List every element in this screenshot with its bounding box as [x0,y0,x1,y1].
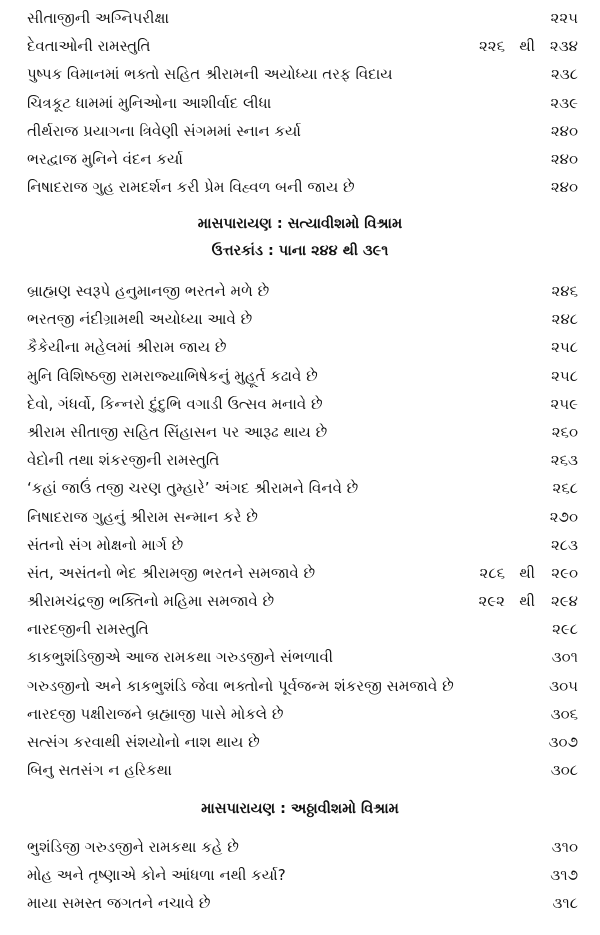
entry-page-number: ૨૪૦ [550,121,578,140]
heading-masparayan-28: માસપારાયણ : અઠ્ઠાવીશમો વિશ્રામ [201,801,399,817]
toc-entry [0,756,600,784]
entry-page-from: ૨૯૨ [478,592,505,611]
entry-title: સંતનો સંગ મોક્ષનો માર્ગ છે [27,535,184,554]
entry-page-number: ૨૪૦ [550,149,578,168]
entry-title: બ્રાહ્મણ સ્વરૂપે હનુમાનજી ભરતને મળે છે [27,282,270,300]
entry-title: ગરુડજીનો અને કાકભુશંડિ જેવા ભક્તોનો પૂર્વજન્મ શંકરજી સમજાવે છે [27,676,454,695]
entry-title: તીર્થરાજ પ્રયાગના ત્રિવેણી સંગમમાં સ્નાન કર્યા [27,121,301,140]
entry-title: કૈકેયીના મહેલમાં શ્રીરામ જાય છે [27,338,227,357]
entry-title: સીતાજીની અગ્નિપરીક્ષા [27,9,170,27]
entry-title: દેવો, ગંધર્વો, કિન્નરો દુંદુભિ વગાડી ઉત્સવ મનાવે છે [27,394,323,413]
toc-entry [0,503,600,531]
toc-entry [0,615,600,643]
toc-section-2 [0,277,600,784]
entry-title: નારદજી પક્ષીરાજને બ્રહ્માજી પાસે મોકલે છે [27,704,284,723]
entry-page-number: ૩૦૫ [549,676,578,695]
entry-page-number: ૩૧૮ [552,894,578,913]
entry-title: વેદોની તથા શંકરજીની રામસ્તુતિ [27,451,220,470]
entry-page-number: ૩૦૭ [548,733,578,751]
entry-title: નિષાદરાજ ગુહ રામદર્શન કરી પ્રેમ વિહ્વળ બની જાય છે [27,178,355,197]
entry-page-number: ૨૩૪ [549,37,578,56]
entry-title: કાકભુશંડિજીએ આજ રામકથા ગરુડજીને સંભળાવી [27,648,334,667]
toc-entry [0,173,600,201]
entry-title: ચિત્રકૂટ ધામમાં મુનિઓના આશીર્વાદ લીધા [27,93,272,112]
entry-page-number: ૨૩૮ [550,65,578,84]
entry-title: સંત, અસંતનો ભેદ શ્રીરામજી ભરતને સમજાવે છે [27,563,316,582]
entry-title: દેવતાઓની રામસ્તુતિ [27,37,151,56]
toc-entry [0,700,600,728]
entry-page-separator: થી [519,37,535,56]
entry-title: શ્રીરામચંદ્રજી ભક્તિનો મહિમા સમજાવે છે [27,592,275,611]
entry-page-number: ૨૮૩ [550,535,578,554]
entry-page-number: ૨૬૩ [550,451,578,470]
toc-section-1 [0,4,600,201]
entry-page-number: ૩૦૧ [551,648,578,667]
entry-title: ભુશંડિજી ગરુડજીને રામકથા કહે છે [27,838,239,856]
entry-page-number: ૨૫૯ [550,394,578,413]
entry-title: શ્રીરામ સીતાજી સહિત સિંહાસન પર આરૂઢ થાય છે [27,422,328,441]
toc-entry [0,390,600,418]
toc-entry [0,672,600,700]
toc-entry [0,4,600,32]
entry-page-number: ૨૭૦ [549,507,578,526]
entry-page-number: ૩૧૦ [551,838,578,856]
entry-title: ભરદ્વાજ મુનિને વંદન કર્યા [27,149,183,168]
entry-page-number: ૨૬૦ [551,422,578,441]
toc-entry [0,833,600,861]
entry-page-from: ૨૨૬ [478,37,505,56]
entry-title: મોહ અને તૃષ્ણાએ કોને આંધળા નથી કર્યા? [27,866,286,885]
toc-entry [0,60,600,88]
entry-page-number: ૩૦૮ [550,761,578,780]
entry-page-number: ૨૬૮ [552,479,578,498]
entry-page-number: ૨૪૬ [551,282,578,300]
toc-entry [0,559,600,587]
entry-title: નારદજીની રામસ્તુતિ [27,620,149,639]
entry-title: નિષાદરાજ ગુહનું શ્રીરામ સન્માન કરે છે [27,507,258,526]
toc-entry [0,305,600,333]
entry-page-number: ૨૪૦ [550,178,578,197]
entry-page-number: ૨૫૮ [551,366,578,385]
entry-page-number: ૨૪૮ [551,310,578,329]
toc-entry [0,32,600,60]
heading-masparayan-27: માસપારાયણ : સત્યાવીશમો વિશ્રામ [197,216,403,232]
entry-title: પુષ્પક વિમાનમાં ભક્તો સહિત શ્રીરામની અયોધ્યા તરફ વિદાય [27,65,393,84]
toc-entry [0,117,600,145]
entry-page-separator: થી [519,563,535,582]
entry-page-from: ૨૮૬ [479,563,505,582]
toc-entry [0,89,600,117]
entry-title: ‘કહાં જાઉં તજી ચરણ તુમ્હારે’ અંગદ શ્રીરામને વિનવે છે [27,479,359,498]
toc-entry [0,728,600,756]
toc-entry [0,333,600,361]
toc-entry [0,474,600,502]
entry-page-number: ૩૦૬ [550,704,578,723]
entry-page-number: ૨૨૫ [550,9,578,27]
entry-title: માયા સમસ્ત જગતને નચાવે છે [27,894,211,913]
entry-title: ભરતજી નંદીગ્રામથી અયોધ્યા આવે છે [27,310,253,329]
toc-entry [0,531,600,559]
toc-section-3 [0,833,600,918]
toc-entry [0,446,600,474]
entry-page-number: ૨૩૯ [550,93,578,112]
entry-page-number: ૨૯૮ [552,620,578,639]
toc-entry [0,277,600,305]
toc-entry [0,418,600,446]
entry-title: મુનિ વિશિષ્ઠજી રામરાજ્યાભિષેકનું મુહૂર્ત કઢાવે છે [27,366,318,385]
entry-page-separator: થી [519,592,535,611]
entry-page-number: ૨૫૮ [551,338,578,357]
heading-uttarkand: ઉત્તરકાંડ : પાના ૨૪૪ થી ૩૯૧ [211,243,389,259]
entry-page-number: ૨૯૦ [551,563,578,582]
entry-title: સત્સંગ કરવાથી સંશયોનો નાશ થાય છે [27,733,260,751]
toc-entry [0,643,600,671]
entry-page-number: ૩૧૭ [550,866,578,885]
entry-title: બિનુ સતસંગ ન હરિકથા [27,761,172,780]
toc-entry [0,362,600,390]
toc-entry [0,889,600,917]
entry-page-number: ૨૯૪ [551,592,578,611]
toc-entry [0,587,600,615]
toc-entry [0,861,600,889]
toc-entry [0,145,600,173]
